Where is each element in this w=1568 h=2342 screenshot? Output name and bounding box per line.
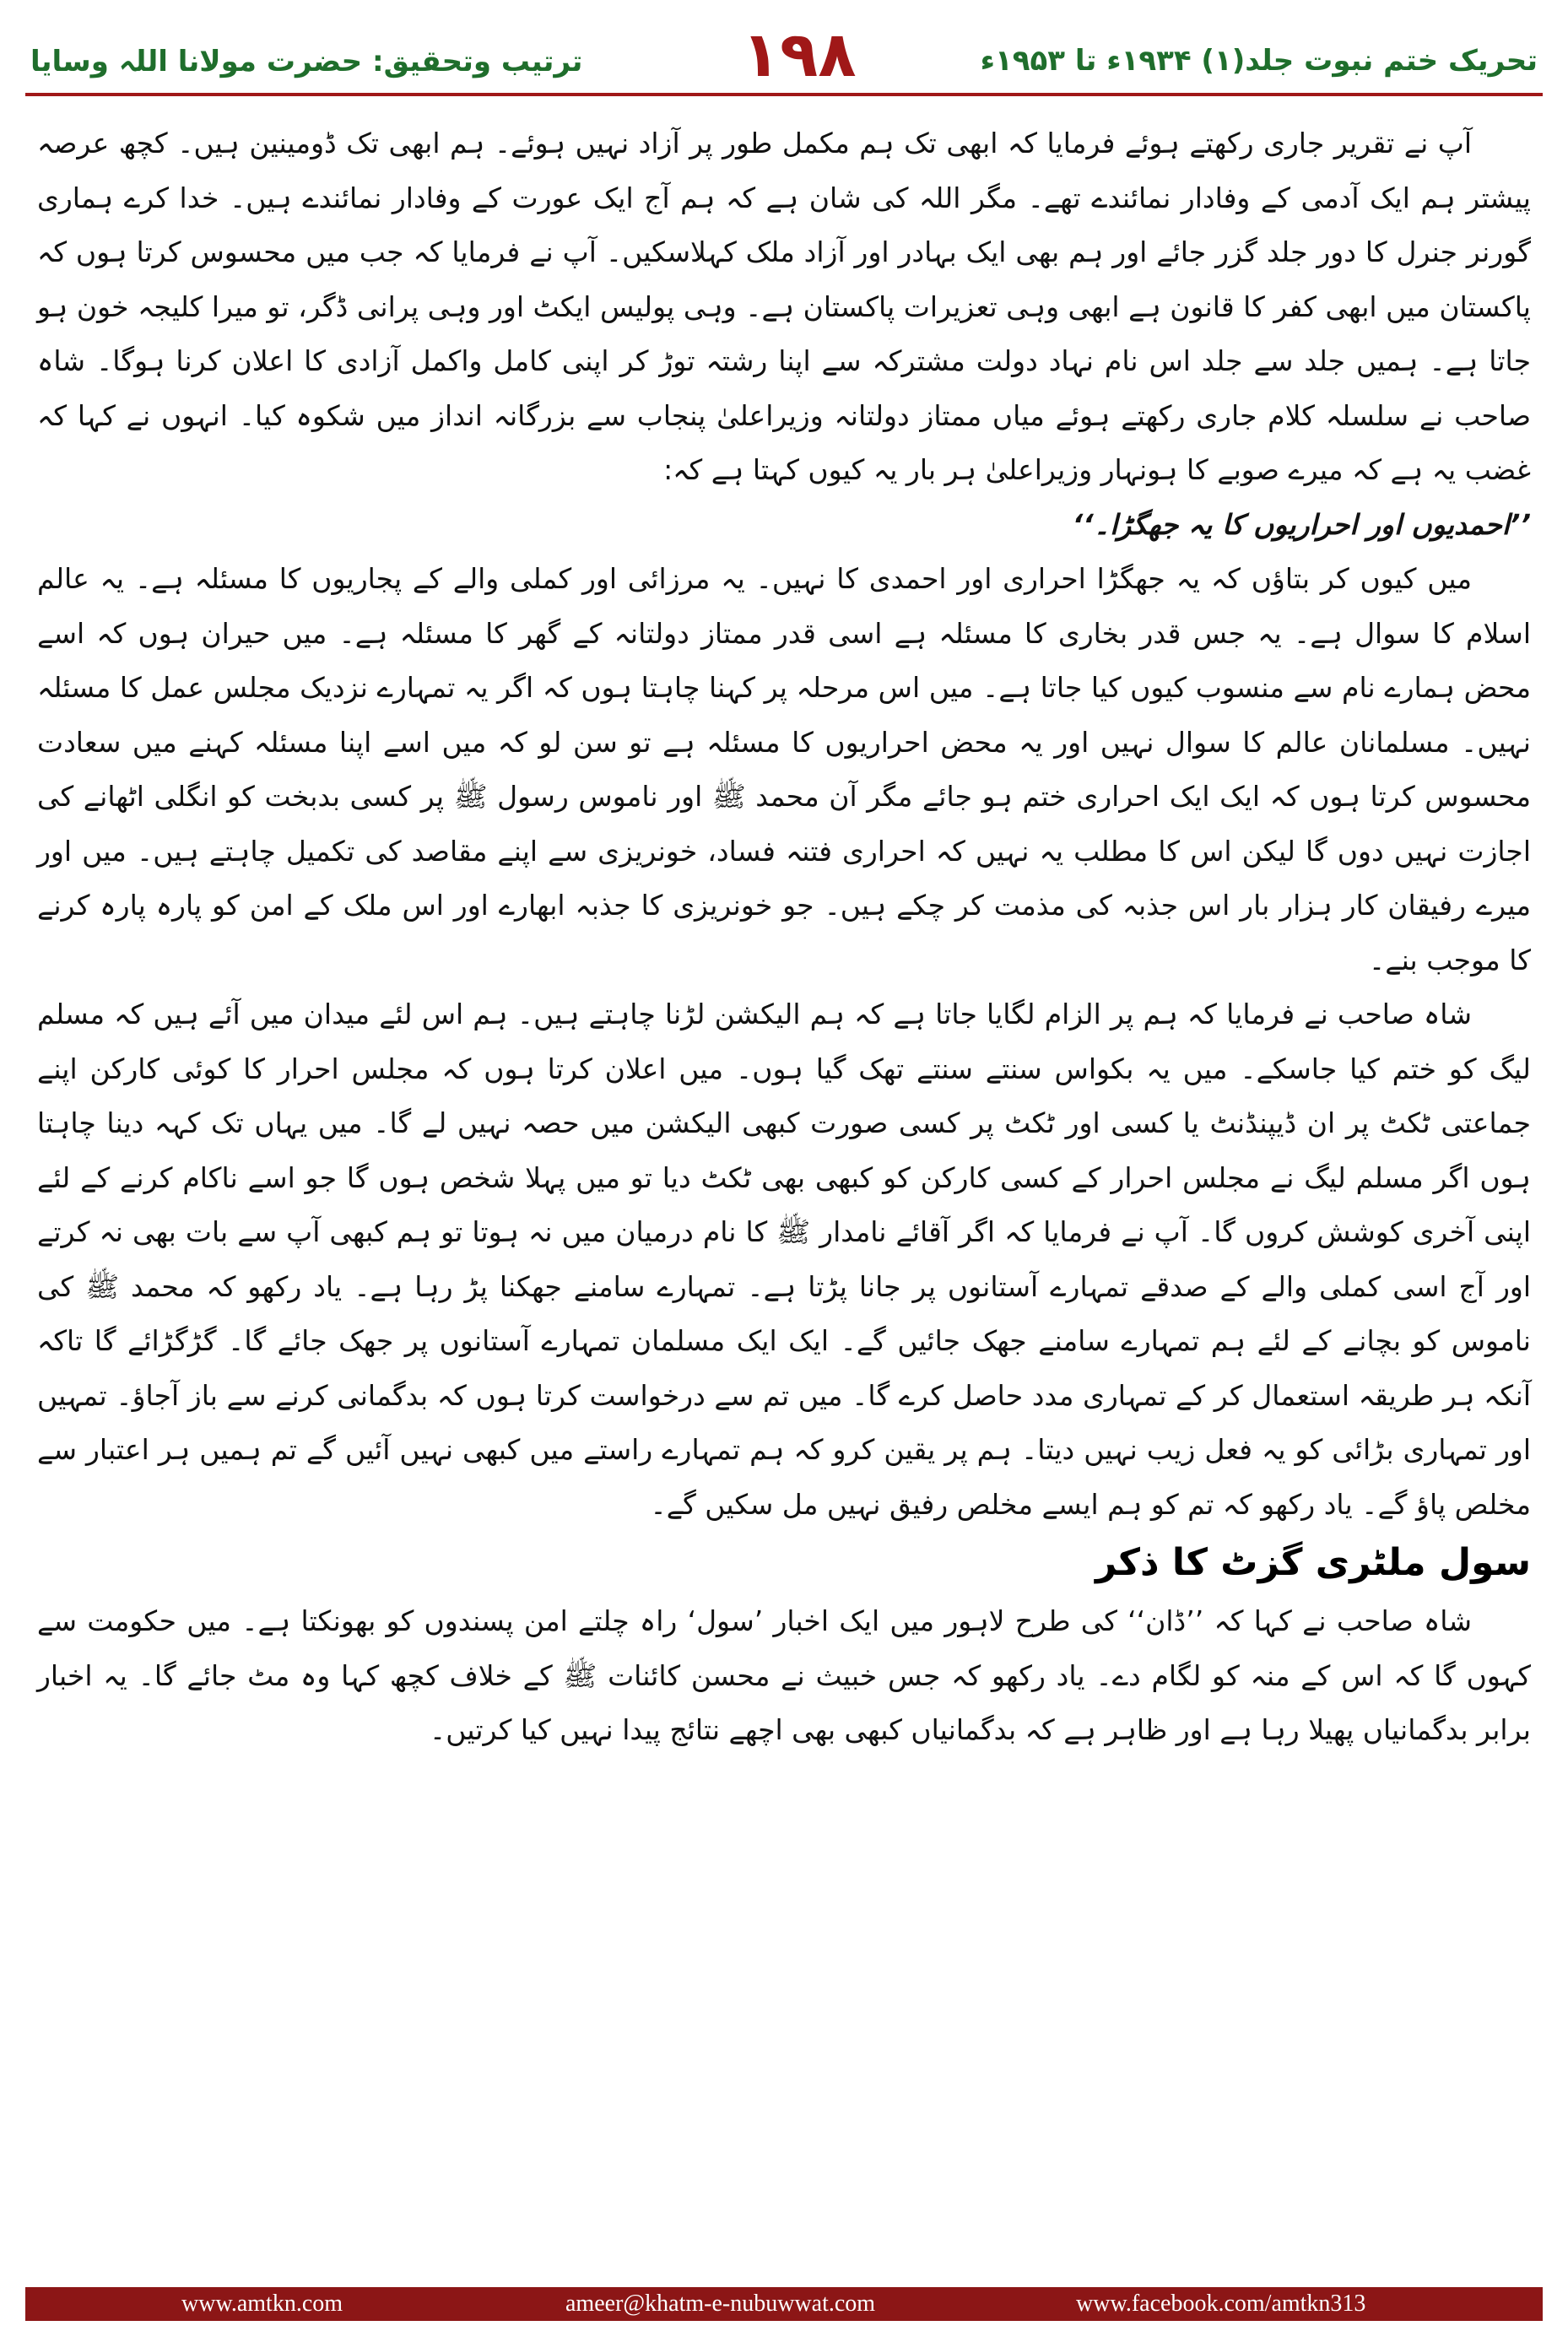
page-header bbox=[25, 19, 1543, 91]
book-title: تحریک ختم نبوت جلد(۱) ۱۹۳۴ء تا ۱۹۵۳ء bbox=[980, 44, 1538, 78]
page-body bbox=[37, 116, 1531, 1758]
paragraph-4: شاہ صاحب نے کہا کہ ’’ڈان‘‘ کی طرح لاہور میں ایک اخبار ’سول‘ راہ چلتے امن پسندوں کو بھونکتا ہے۔ میں حکومت سے کہوں گا کہ اس کے منہ کو لگام دے۔ یاد رکھو کہ جس خبیث نے محسن کائنات ﷺ کے خلاف کچھ کہا وہ مٹ جائے گا۔ یہ اخبار برابر بدگمانیاں پھیلا رہا ہے اور ظاہر ہے کہ بدگمانیاں کبھی بھی اچھے نتائج پیدا نہیں کیا کرتیں۔ bbox=[37, 1604, 1531, 1746]
footer-facebook-link[interactable]: www.facebook.com/amtkn313 bbox=[1076, 2291, 1366, 2317]
footer-website-link[interactable]: www.amtkn.com bbox=[181, 2291, 343, 2317]
paragraph-3: شاہ صاحب نے فرمایا کہ ہم پر الزام لگایا جاتا ہے کہ ہم الیکشن لڑنا چاہتے ہیں۔ ہم اس لئے میدان میں آئے ہیں کہ مسلم لیگ کو ختم کیا جاسکے۔ میں یہ بکواس سنتے سنتے تھک گیا ہوں۔ میں اعلان کرتا ہوں کہ مجلس احرار کا کوئی کارکن اپنے جماعتی ٹکٹ پر ان ڈیپنڈنٹ یا کسی اور ٹکٹ پر کسی صورت کبھی الیکشن میں حصہ نہیں لے گا۔ میں یہاں تک کہہ دینا چاہتا ہوں اگر مسلم لیگ نے مجلس احرار کے کسی کارکن کو کبھی بھی ٹکٹ دیا تو میں پہلا شخص ہوں گا جو اسے ناکام کرنے کے لئے اپنی آخری کوشش کروں گا۔ آپ نے فرمایا کہ اگر آقائے نامدار ﷺ کا نام درمیان میں نہ ہوتا تو ہم کبھی آپ سے بات بھی نہ کرتے اور آج اسی کملی والے کے صدقے تمہارے آستانوں پر جانا پڑتا ہے۔ تمہارے سامنے جھکنا پڑ رہا ہے۔ یاد رکھو کہ محمد ﷺ کی ناموس کو بچانے کے لئے ہم تمہارے سامنے جھک جائیں گے۔ ایک ایک مسلمان تمہارے آستانوں پر جھک جائے گا۔ گڑگڑائے گا تاکہ آنکہ ہر طریقہ استعمال کر کے تمہاری مدد حاصل کرے گا۔ میں تم سے درخواست کرتا ہوں کہ بدگمانی کرنے سے باز آجاؤ۔ تمہیں اور تمہاری بڑائی کو یہ فعل زیب نہیں دیتا۔ ہم پر یقین کرو کہ ہم تمہارے راستے میں کبھی نہیں آئیں گے تم ہمیں ہر اعتبار سے مخلص پاؤ گے۔ یاد رکھو کہ تم کو ہم ایسے مخلص رفیق نہیں مل سکیں گے۔ bbox=[37, 998, 1532, 1521]
compiler-credit: ترتیب وتحقیق: حضرت مولانا اللہ وسایا bbox=[30, 45, 583, 78]
paragraph-2: میں کیوں کر بتاؤں کہ یہ جھگڑا احراری اور احمدی کا نہیں۔ یہ مرزائی اور کملی والے کے پجاریوں کا مسئلہ ہے۔ یہ عالم اسلام کا سوال ہے۔ یہ جس قدر بخاری کا مسئلہ ہے اسی قدر ممتاز دولتانہ کے گھر کا مسئلہ ہے۔ میں حیران ہوں کہ اسے محض ہمارے نام سے منسوب کیوں کیا جاتا ہے۔ میں اس مرحلہ پر کہنا چاہتا ہوں کہ اگر یہ تمہارے نزدیک مجلس عمل کا مسئلہ نہیں۔ مسلمانان عالم کا سوال نہیں اور یہ محض احراریوں کا مسئلہ ہے تو سن لو کہ میں اسے اپنا مسئلہ کہنے میں سعادت محسوس کرتا ہوں کہ ایک ایک احراری ختم ہو جائے مگر آن محمد ﷺ اور ناموس رسول ﷺ پر کسی بدبخت کو انگلی اٹھانے کی اجازت نہیں دوں گا لیکن اس کا مطلب یہ نہیں کہ احراری فتنہ فساد، خونریزی سے اپنے مقاصد کی تکمیل چاہتے ہیں۔ میں اور میرے رفیقان کار ہزار بار اس جذبہ کی مذمت کر چکے ہیں۔ جو خونریزی کا جذبہ ابھارے اور اس ملک کے امن کو پارہ پارہ کرنے کا موجب بنے۔ bbox=[37, 562, 1531, 976]
page-footer bbox=[25, 2287, 1543, 2321]
paragraph-1: آپ نے تقریر جاری رکھتے ہوئے فرمایا کہ ابھی تک ہم مکمل طور پر آزاد نہیں ہوئے۔ ہم ابھی تک ڈومینین ہیں۔ کچھ عرصہ پیشتر ہم ایک آدمی کے وفادار نمائندے تھے۔ مگر اللہ کی شان ہے کہ ہم آج ایک عورت کے وفادار نمائندے ہیں۔ خدا کرے ہماری گورنر جنرل کا دور جلد گزر جائے اور ہم بھی ایک بہادر اور آزاد ملک کہلاسکیں۔ آپ نے فرمایا کہ جب میں محسوس کرتا ہوں کہ پاکستان میں ابھی کفر کا قانون ہے ابھی وہی تعزیرات پاکستان ہے۔ وہی پولیس ایکٹ اور وہی پرانی ڈگر، تو میرا کلیجہ خون ہو جاتا ہے۔ ہمیں جلد سے جلد اس نام نہاد دولت مشترکہ سے اپنا رشتہ توڑ کر اپنی کامل واکمل آزادی کا اعلان کرنا ہوگا۔ شاہ صاحب نے سلسلہ کلام جاری رکھتے ہوئے میاں ممتاز دولتانہ وزیراعلیٰ پنجاب سے بزرگانہ انداز میں شکوہ کیا۔ انہوں نے کہا کہ غضب یہ ہے کہ میرے صوبے کا ہونہار وزیراعلیٰ ہر بار یہ کیوں کہتا ہے کہ: bbox=[37, 127, 1531, 486]
section-heading: سول ملٹری گزٹ کا ذکر bbox=[1095, 1541, 1531, 1584]
page-number: ۱۹۸ bbox=[742, 19, 857, 91]
header-divider bbox=[25, 93, 1543, 96]
quote-line: ’’احمدیوں اور احراریوں کا یہ جھگڑا۔‘‘ bbox=[1072, 507, 1531, 541]
footer-email-link[interactable]: ameer@khatm-e-nubuwwat.com bbox=[565, 2291, 876, 2317]
